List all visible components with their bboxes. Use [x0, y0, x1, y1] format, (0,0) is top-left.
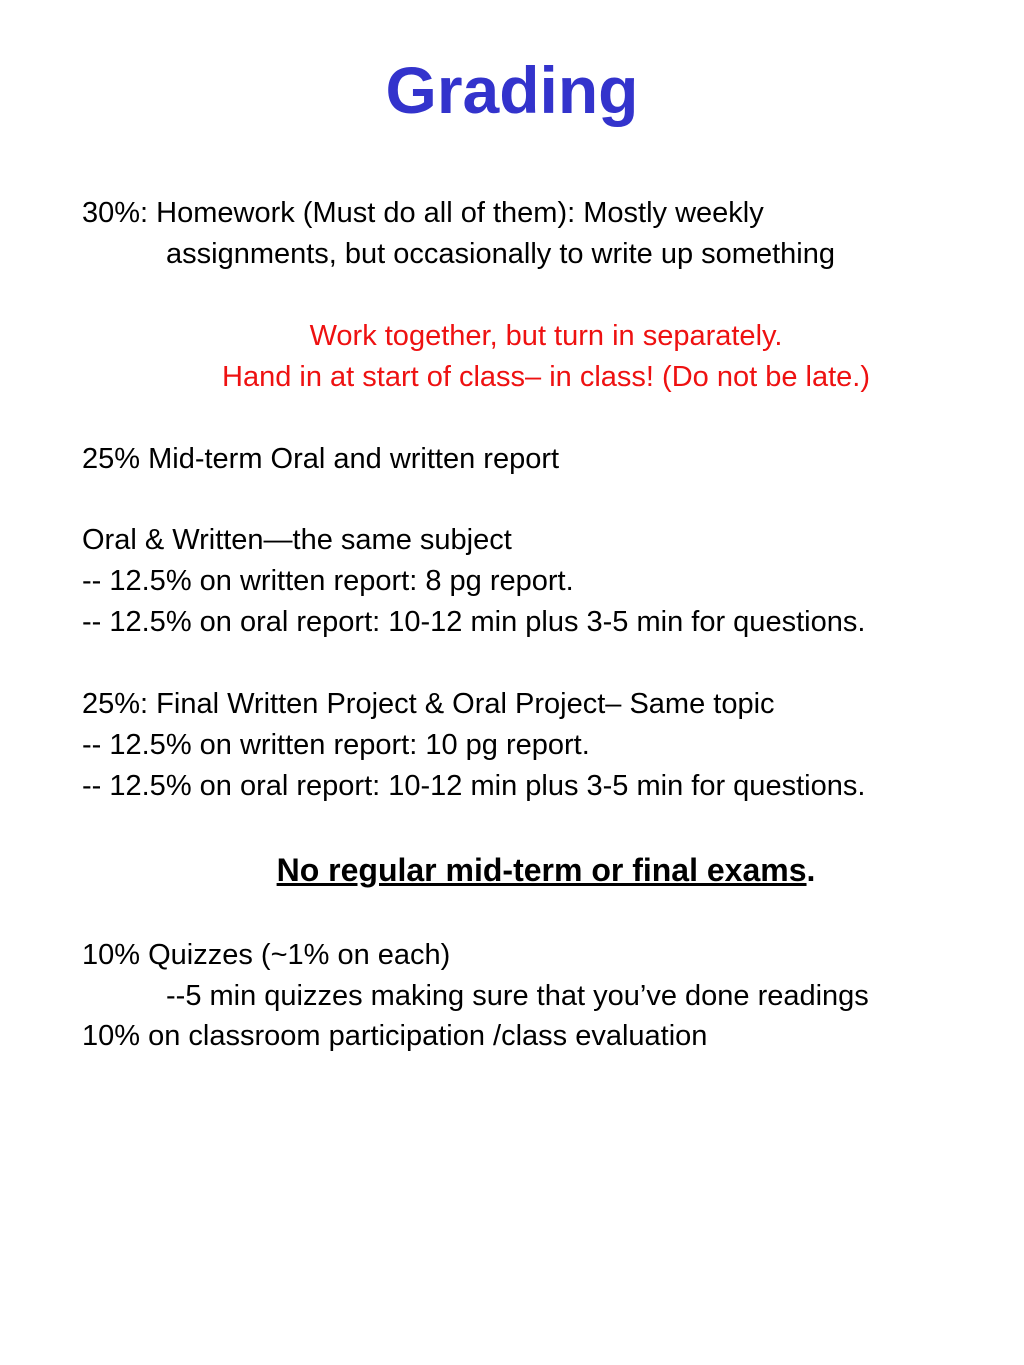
- note-line-2: Hand in at start of class– in class! (Do not be late.): [222, 361, 870, 393]
- no-exams-notice: [0, 851, 1024, 889]
- note-line-1: Work together, but turn in separately.: [309, 320, 783, 352]
- slide-title: Grading: [385, 53, 639, 127]
- no-exams-punct: .: [806, 852, 816, 888]
- homework-line-1: 30%: Homework (Must do all of them): Mostly weekly: [82, 197, 764, 229]
- midterm-written: -- 12.5% on written report: 8 pg report.: [82, 565, 574, 597]
- quizzes-detail: --5 min quizzes making sure that you’ve done readings: [166, 980, 869, 1012]
- midterm-subject: Oral & Written—the same subject: [82, 524, 512, 556]
- participation-line: 10% on classroom participation /class evaluation: [82, 1020, 708, 1052]
- midterm-heading: 25% Mid-term Oral and written report: [82, 443, 560, 475]
- homework-line-2: assignments, but occasionally to write up something: [166, 238, 835, 270]
- no-exams-text: No regular mid-term or final exams: [276, 852, 807, 888]
- midterm-oral: -- 12.5% on oral report: 10-12 min plus 3-5 min for questions.: [82, 606, 866, 638]
- final-heading: 25%: Final Written Project & Oral Project– Same topic: [82, 688, 775, 720]
- final-written: -- 12.5% on written report: 10 pg report.: [82, 729, 590, 761]
- final-oral: -- 12.5% on oral report: 10-12 min plus 3-5 min for questions.: [82, 770, 866, 802]
- quizzes-heading: 10% Quizzes (~1% on each): [82, 939, 451, 971]
